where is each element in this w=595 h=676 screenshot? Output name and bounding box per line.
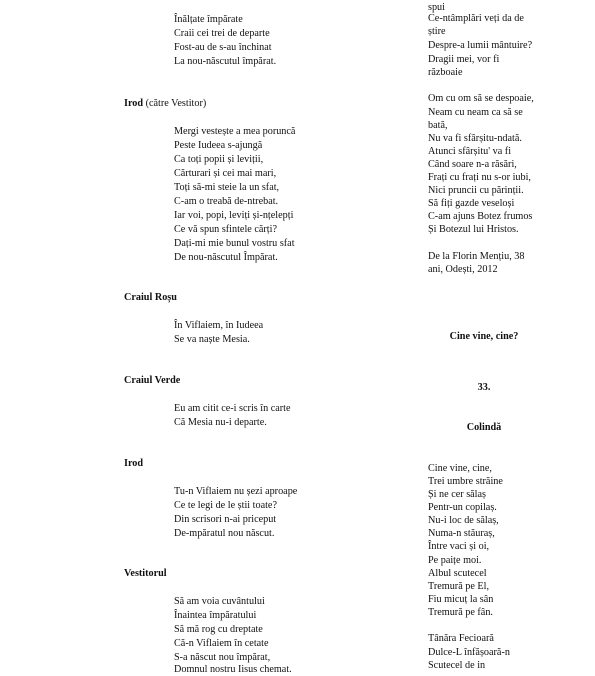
verse-line: Să am voia cuvântului [174, 596, 265, 607]
verse-line: Dulce-L înfășoară-n [428, 647, 510, 658]
verse-line: Ce vă spun sfintele cărți? [174, 224, 277, 235]
verse-line: Numa-n stăuraș, [428, 528, 495, 539]
verse-line: De nou-născutul Împărat. [174, 252, 278, 263]
verse-line: Domnul nostru Iisus chemat. [174, 664, 292, 675]
verse-line: Se va naște Mesia. [174, 334, 250, 345]
verse-line: Om cu om să se despoaie, [428, 93, 534, 104]
verse-line: Ce te legi de le știi toate? [174, 500, 277, 511]
verse-line: spui [428, 2, 445, 13]
speaker-heading: Craiul Roșu [124, 292, 177, 303]
verse-line: La nou-născutul împărat. [174, 56, 277, 67]
speaker-heading: Craiul Verde [124, 375, 181, 386]
verse-line: Ce-ntâmplări veți da de [428, 13, 524, 24]
verse-line: Pentr-un copilaș. [428, 502, 497, 513]
verse-line: Cine vine, cine, [428, 463, 492, 474]
verse-line: De-mpăratul nou născut. [174, 528, 275, 539]
verse-line: Când soare n-a răsări, [428, 159, 517, 170]
verse-line: Toți să-mi steie la un sfat, [174, 182, 280, 193]
source-line: ani, Odești, 2012 [428, 264, 498, 275]
speaker-heading: Vestitorul [124, 568, 167, 579]
verse-line: Și Botezul lui Hristos. [428, 224, 519, 235]
verse-line: Că Mesia nu-i departe. [174, 417, 267, 428]
verse-line: Și ne cer sălaș [428, 489, 486, 500]
verse-line: Dați-mi mie bunul vostru sfat [174, 238, 295, 249]
verse-line: Albul scutecel [428, 568, 487, 579]
verse-line: Frați cu frați nu s-or iubi, [428, 172, 531, 183]
speaker-heading: Irod [124, 458, 144, 469]
verse-line: Tânăra Fecioară [428, 633, 494, 644]
source-line: De la Florin Mențiu, 38 [428, 251, 525, 262]
verse-line: Pe paițe moi. [428, 555, 482, 566]
verse-line: Înălțate împărate [174, 14, 243, 25]
verse-line: În Viflaiem, în Iudeea [174, 320, 264, 331]
verse-line: Dragii mei, vor fi [428, 54, 500, 65]
song-title: Cine vine, cine? [449, 331, 519, 342]
verse-line: războaie [428, 67, 463, 78]
verse-line: Eu am citit ce-i scris în carte [174, 403, 291, 414]
verse-line: Scutecel de in [428, 660, 486, 671]
speaker-name: Irod [124, 98, 144, 109]
verse-line: Craii cei trei de departe [174, 28, 270, 39]
verse-line: Nu va fi sfârșitu-ndată. [428, 133, 522, 144]
verse-line: Din scrisori n-ai priceput [174, 514, 277, 525]
verse-line: Atunci sfârșitu' va fi [428, 146, 512, 157]
verse-line: Între vaci și oi, [428, 541, 490, 552]
verse-line: Înaintea împăratului [174, 610, 257, 621]
speaker-heading [124, 98, 206, 110]
verse-line: Tremură pe fân. [428, 607, 493, 618]
verse-line: Cărturari și cei mai mari, [174, 168, 277, 179]
verse-line: C-am o treabă de-ntrebat. [174, 196, 279, 207]
song-number: 33. [477, 382, 491, 393]
verse-line: Mergi vestește a mea poruncă [174, 126, 296, 137]
verse-line: Să mă rog cu dreptate [174, 624, 263, 635]
verse-line: Despre-a lumii mântuire? [428, 40, 533, 51]
verse-line: Trei umbre străine [428, 476, 503, 487]
verse-line: Tremură pe El, [428, 581, 490, 592]
stage-direction: (către Vestitor) [145, 98, 207, 109]
song-genre: Colindă [466, 422, 502, 433]
verse-line: S-a născut nou împărat, [174, 652, 271, 663]
verse-line: Fiu micuț la sân [428, 594, 494, 605]
verse-line: știre [428, 26, 446, 37]
verse-line: Fost-au de s-au închinat [174, 42, 272, 53]
verse-line: Tu-n Viflaiem nu șezi aproape [174, 486, 298, 497]
verse-line: Iar voi, popi, leviți și-nțelepți [174, 210, 294, 221]
verse-line: Că-n Viflaiem în cetate [174, 638, 269, 649]
verse-line: Nu-i loc de sălaș, [428, 515, 499, 526]
verse-line: Peste Iudeea s-ajungă [174, 140, 263, 151]
verse-line: bată, [428, 120, 448, 131]
verse-line: Ca toți popii și leviții, [174, 154, 264, 165]
verse-line: Neam cu neam ca să se [428, 107, 523, 118]
verse-line: C-am ajuns Botez frumos [428, 211, 533, 222]
verse-line: Să fiți gazde veseloși [428, 198, 515, 209]
verse-line: Nici pruncii cu părinții. [428, 185, 524, 196]
